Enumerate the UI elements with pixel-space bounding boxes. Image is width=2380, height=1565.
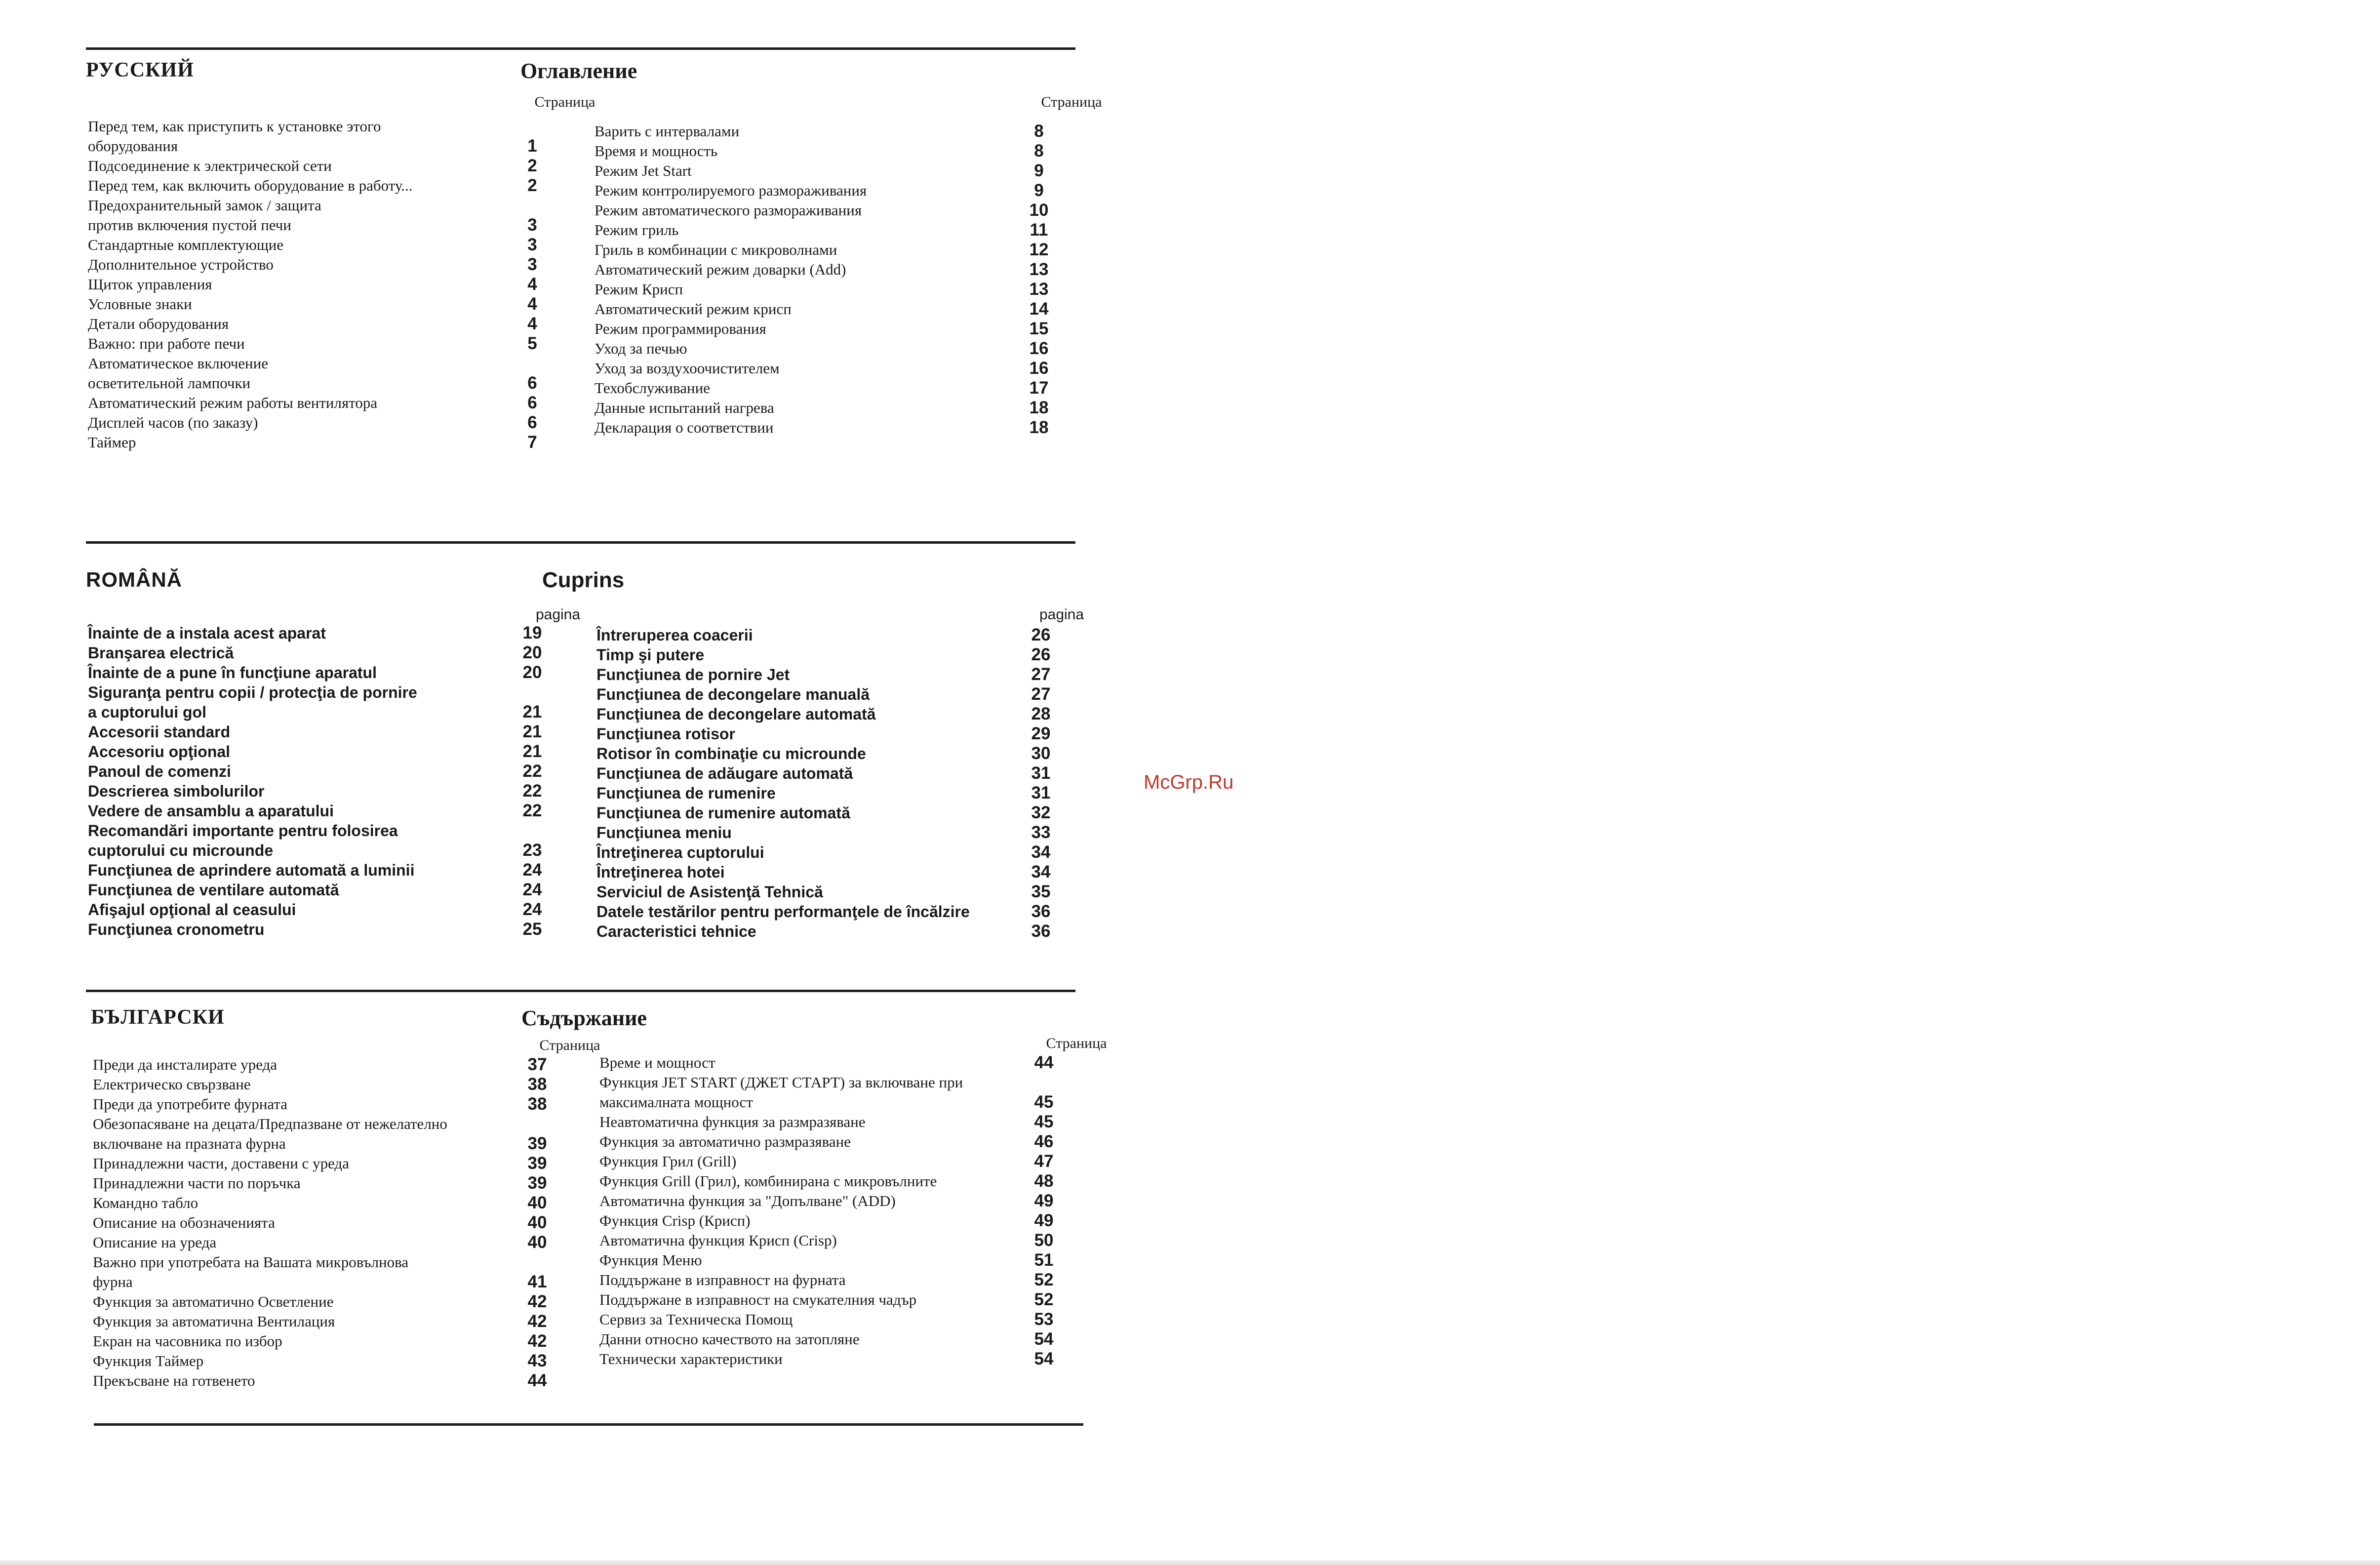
toc-entry-title: Технически характеристики [599,1350,783,1367]
toc-entry-title: Afişajul opţional al ceasului [88,901,296,919]
toc-entry-page: 21 [522,702,542,722]
toc-entry [599,1073,1093,1112]
toc-entry [599,1053,1093,1073]
toc-entry-title: Обезопасяване на децата/Предпазване от нежелателно включване на празната фурна [93,1115,447,1152]
toc-entry-page: 4 [527,294,537,314]
toc-entry-title: Поддържане в изправност на фурната [599,1271,846,1288]
toc-entry-page: 54 [1034,1349,1054,1368]
toc-entry-page: 1 [527,136,537,156]
watermark-text: McGrp.Ru [1144,771,1234,793]
toc-entry-title: Funcţiunea cronometru [88,921,265,938]
toc-entry-page: 2 [527,176,537,195]
toc-entry [596,882,1090,902]
toc-entry-page: 21 [522,722,542,741]
toc-entry [88,294,582,314]
toc-entry-title: Serviciul de Asistenţă Tehnică [596,883,823,901]
toc-entry-page: 20 [522,663,542,682]
toc-column-right [599,1053,1093,1369]
toc-entry-title: Функция Таймер [93,1352,204,1369]
page-column-header: Страница [539,1037,600,1053]
toc-entry-title: Сервиз за Техническа Помощ [599,1311,793,1328]
toc-entry [595,339,1088,359]
toc-entry [596,783,1090,803]
toc-entry-title: Accesorii standard [88,723,231,741]
toc-entry-title: Описание на уреда [93,1234,217,1251]
toc-entry-title: Режим Крисп [595,281,683,298]
toc-entry-page: 50 [1034,1231,1054,1250]
toc-entry-page: 53 [1034,1310,1054,1329]
toc-entry-page: 34 [1031,843,1051,862]
toc-entry-page: 23 [522,841,542,860]
toc-entry [596,763,1090,783]
toc-entry-title: Funcţiunea de pornire Jet [596,666,790,683]
toc-entry-title: Автоматический режим крисп [595,300,792,318]
toc-entry-page: 48 [1034,1171,1054,1191]
section-title: Съдържание [521,1006,647,1030]
toc-entry-page: 45 [1034,1092,1054,1112]
toc-entry [595,260,1088,280]
toc-entry-page: 3 [527,215,537,235]
toc-entry-page: 39 [527,1173,547,1193]
toc-entry [88,413,582,433]
toc-entry [93,1233,587,1252]
toc-entry-title: Funcţiunea de adăugare automată [596,764,853,782]
section-title: Оглавление [520,59,637,83]
toc-entry-title: Условные знаки [88,295,192,313]
toc-entry [88,821,582,860]
page-column-header: Страница [534,94,595,110]
toc-entry-title: Timp şi putere [596,646,705,664]
toc-entry-page: 47 [1034,1152,1054,1171]
toc-entry-page: 22 [522,762,542,781]
toc-entry-page: 22 [522,801,542,820]
toc-entry-title: Функция за автоматично Осветление [93,1293,334,1310]
toc-entry [599,1132,1093,1152]
toc-entry-title: Funcţiunea de decongelare manuală [596,685,870,703]
section-language: ROMÂNĂ [86,568,182,591]
section-bulgarian [91,1005,1107,1415]
toc-entry-page: 9 [1034,181,1044,200]
toc-entry-page: 3 [527,235,537,254]
toc-entry-page: 8 [1034,141,1044,161]
toc-entry [88,900,582,920]
toc-entry-title: Функция за автоматично размразяване [599,1133,851,1150]
toc-entry [88,643,582,663]
toc-entry-page: 16 [1029,339,1049,358]
toc-entry-page: 6 [527,373,537,393]
toc-entry-title: Техобслуживание [595,379,710,397]
toc-entry [88,433,582,452]
toc-entry-page: 16 [1029,359,1049,378]
toc-entry [88,781,582,801]
page-column-header: Страница [1046,1035,1107,1051]
toc-entry-title: Funcţiunea de rumenire automată [596,804,850,822]
toc-entry [595,418,1088,438]
toc-entry-page: 46 [1034,1132,1054,1151]
toc-entry [88,663,582,682]
toc-entry-page: 45 [1034,1112,1054,1131]
toc-entry-page: 36 [1031,922,1051,941]
toc-entry [595,201,1088,220]
toc-entry-title: Автоматична функция Крисп (Crisp) [599,1232,837,1249]
toc-entry [88,393,582,413]
toc-entry [88,235,582,255]
toc-entry-title: Преди да инсталирате уреда [93,1056,277,1073]
toc-entry-title: Функция Crisp (Крисп) [599,1212,751,1229]
toc-entry-page: 40 [527,1233,547,1252]
toc-entry [88,722,582,742]
toc-entry-page: 52 [1034,1290,1054,1309]
toc-entry-title: Функция JET START (ДЖЕТ СТАРТ) за включване при максималната мощност [599,1074,963,1111]
toc-entry-page: 31 [1031,763,1051,783]
toc-entry-title: Rotisor în combinaţie cu microunde [596,745,866,762]
toc-entry [599,1250,1093,1270]
toc-entry-page: 6 [527,413,537,432]
toc-entry [93,1351,587,1371]
toc-entry-page: 20 [522,643,542,662]
toc-entry-title: Описание на обозначенията [93,1214,275,1231]
toc-entry-page: 49 [1034,1211,1054,1230]
toc-entry-title: Декларация о соответствии [595,419,774,436]
toc-entry [88,275,582,294]
toc-entry-page: 40 [527,1213,547,1232]
toc-entry [88,255,582,275]
toc-entry [596,902,1090,922]
toc-entry [93,1213,587,1233]
divider-line [94,1423,1083,1426]
toc-entry-page: 28 [1031,704,1051,723]
toc-entry-page: 38 [527,1094,547,1114]
toc-entry-title: Перед тем, как приступить к установке этого оборудования [88,118,381,155]
toc-entry-title: Дисплей часов (по заказу) [88,414,258,431]
toc-entry-title: Panoul de comenzi [88,762,231,780]
toc-entry [595,141,1088,161]
toc-entry-page: 24 [522,860,542,880]
toc-entry [93,1193,587,1213]
toc-entry-page: 36 [1031,902,1051,921]
toc-entry [88,801,582,821]
toc-entry-page: 38 [527,1075,547,1094]
page-column-header: pagina [535,606,581,623]
toc-entry-page: 49 [1034,1191,1054,1210]
toc-entry [595,161,1088,181]
toc-entry [596,665,1090,684]
toc-entry [93,1331,587,1351]
toc-entry-page: 26 [1031,625,1051,644]
toc-entry [599,1211,1093,1231]
toc-entry-title: Funcţiunea de decongelare automată [596,705,876,723]
toc-entry-page: 30 [1031,744,1051,763]
section-title: Cuprins [542,568,625,592]
toc-entry [88,623,582,643]
toc-entry [88,354,582,393]
toc-entry [88,860,582,880]
toc-entry [93,1292,587,1312]
page-column-header: pagina [1039,606,1084,623]
toc-entry [88,196,582,235]
toc-entry-title: Поддържане в изправност на смукателния чадър [599,1291,917,1308]
toc-entry-title: Данные испытаний нагрева [595,399,774,416]
toc-entry [595,280,1088,299]
toc-entry-title: Перед тем, как включить оборудование в работу... [88,177,413,194]
toc-entry-title: Режим контролируемого размораживания [595,182,867,199]
toc-entry [595,359,1088,378]
toc-entry [595,378,1088,398]
toc-entry-page: 42 [527,1331,547,1351]
toc-entry-title: Режим автоматического размораживания [595,201,862,219]
toc-entry [599,1191,1093,1211]
toc-entry-page: 24 [522,880,542,899]
toc-entry-page: 42 [527,1292,547,1311]
toc-entry [599,1152,1093,1171]
toc-entry-title: Щиток управления [88,276,212,293]
toc-entry [596,843,1090,862]
divider-line [86,47,1075,50]
toc-entry [595,181,1088,201]
toc-entry [93,1114,587,1154]
toc-entry [596,803,1090,823]
toc-entry [93,1055,587,1075]
toc-entry [88,176,582,196]
toc-entry-title: Vedere de ansamblu a aparatului [88,802,334,820]
toc-entry-title: Автоматическое включение осветительной лампочки [88,355,268,392]
toc-entry-title: Важно при употребата на Вашата микровълнова фурна [93,1253,409,1290]
toc-entry-title: Екран на часовника по избор [93,1332,282,1350]
toc-entry-page: 52 [1034,1270,1054,1289]
toc-entry [93,1173,587,1193]
toc-column-right [596,625,1090,941]
toc-entry-page: 43 [527,1351,547,1370]
toc-entry-page: 51 [1034,1250,1054,1270]
toc-entry-page: 15 [1029,319,1049,338]
toc-entry-page: 14 [1029,299,1049,319]
toc-entry [596,862,1090,882]
toc-entry-title: Descrierea simbolurilor [88,782,265,800]
toc-entry-title: Recomandări importante pentru folosirea cuptorului cu microunde [88,822,398,859]
toc-entry [596,724,1090,744]
toc-entry [93,1154,587,1173]
toc-entry-title: Siguranţa pentru copii / protecţia de pornire a cuptorului gol [88,683,417,721]
toc-entry-page: 12 [1029,240,1049,259]
toc-entry-title: Уход за печью [595,340,687,357]
toc-entry [599,1290,1093,1310]
toc-entry-title: Важно: при работе печи [88,335,245,352]
toc-entry-page: 17 [1029,378,1049,398]
toc-entry-title: Стандартные комплектующие [88,236,284,253]
toc-entry-title: Функция Grill (Грил), комбинирана с микровълните [599,1172,937,1190]
toc-entry-page: 19 [522,623,542,642]
toc-entry-page: 13 [1029,280,1049,299]
toc-entry-title: Întreţinerea hotei [596,863,725,881]
toc-entry-page: 25 [522,920,542,939]
toc-entry-title: Întreruperea coacerii [596,626,753,644]
divider-line [86,990,1075,992]
toc-entry-page: 39 [527,1134,547,1153]
toc-entry [596,823,1090,843]
toc-entry-title: Întreţinerea cuptorului [596,843,764,861]
toc-entry-title: Режим Jet Start [595,162,692,179]
toc-entry-title: Caracteristici tehnice [596,923,756,940]
toc-entry-page: 21 [522,742,542,761]
toc-entry [595,220,1088,240]
toc-entry [88,762,582,781]
toc-entry [93,1371,587,1391]
toc-entry-title: Гриль в комбинации с микроволнами [595,241,837,258]
toc-entry [93,1252,587,1292]
toc-entry-page: 34 [1031,862,1051,882]
toc-entry-page: 42 [527,1312,547,1331]
toc-entry-title: Режим гриль [595,221,679,239]
toc-entry [596,684,1090,704]
toc-entry-title: Функция Меню [599,1251,702,1269]
section-language: БЪЛГАРСКИ [91,1006,225,1029]
toc-entry-page: 4 [527,275,537,294]
toc-entry-title: Автоматический режим доварки (Add) [595,261,846,278]
toc-entry-page: 44 [1034,1053,1054,1072]
toc-entry-title: Преди да употребите фурната [93,1095,287,1113]
toc-entry [595,299,1088,319]
toc-entry-page: 27 [1031,665,1051,684]
toc-entry-page: 32 [1031,803,1051,822]
toc-entry-title: Funcţiunea de aprindere automată a luminii [88,861,415,879]
toc-entry-title: Време и мощност [599,1054,715,1071]
toc-entry-title: Принадлежни части, доставени с уреда [93,1155,349,1172]
toc-entry-title: Уход за воздухоочистителем [595,360,780,377]
toc-entry-title: Branşarea electrică [88,644,234,662]
bottom-edge [0,1561,2380,1565]
toc-entry-page: 40 [527,1193,547,1212]
toc-entry-page: 22 [522,781,542,801]
toc-entry-page: 41 [527,1272,547,1291]
toc-entry [88,334,582,354]
toc-entry [596,645,1090,665]
toc-entry-page: 24 [522,900,542,919]
toc-entry-title: Accesoriu opţional [88,743,231,761]
toc-entry [599,1349,1093,1369]
toc-entry-title: Неавтоматична функция за размразяване [599,1113,866,1130]
toc-entry-page: 54 [1034,1329,1054,1349]
toc-entry-title: Функция Грил (Grill) [599,1153,737,1170]
toc-entry-page: 27 [1031,684,1051,704]
toc-entry-page: 4 [527,314,537,333]
toc-entry-page: 33 [1031,823,1051,842]
toc-entry [599,1310,1093,1329]
toc-entry [596,922,1090,941]
toc-entry-title: Режим программирования [595,320,766,337]
toc-entry-title: Înainte de a pune în funcţiune aparatul [88,664,377,682]
toc-entry [88,156,582,176]
toc-entry-title: Funcţiunea rotisor [596,725,735,743]
toc-entry [88,314,582,334]
toc-entry [599,1231,1093,1250]
toc-entry-title: Funcţiunea de rumenire [596,784,776,802]
toc-entry-page: 31 [1031,783,1051,803]
toc-entry [88,920,582,939]
toc-entry-page: 9 [1034,161,1044,180]
toc-entry-page: 37 [527,1055,547,1074]
toc-entry-page: 18 [1029,398,1049,417]
toc-entry [596,744,1090,763]
toc-entry [88,117,582,156]
toc-entry-title: Funcţiunea de ventilare automată [88,881,339,899]
toc-entry-title: Детали оборудования [88,315,229,332]
toc-entry-page: 35 [1031,882,1051,901]
toc-entry-title: Прекъсване на готвенето [93,1372,255,1389]
toc-entry-title: Înainte de a instala acest aparat [88,624,326,642]
section-language: РУССКИЙ [86,59,194,81]
toc-entry-page: 7 [527,433,537,452]
toc-entry-page: 8 [1034,121,1044,141]
toc-entry [595,398,1088,418]
toc-column-left [88,117,582,452]
toc-entry-page: 29 [1031,724,1051,743]
toc-entry-title: Командно табло [93,1194,198,1211]
toc-column-right [595,121,1088,438]
divider-line [86,541,1075,544]
toc-entry-title: Автоматический режим работы вентилятора [88,394,378,411]
toc-entry-page: 6 [527,393,537,412]
toc-entry-page: 10 [1029,201,1049,220]
toc-entry [599,1329,1093,1349]
toc-entry [88,682,582,722]
toc-entry [93,1075,587,1094]
toc-entry-page: 13 [1029,260,1049,279]
toc-column-left [88,623,582,939]
toc-entry-title: Предохранительный замок / защита против включения пустой печи [88,197,321,234]
toc-entry-title: Данни относно качеството на затопляне [599,1330,860,1348]
toc-entry-title: Дополнительное устройство [88,256,274,273]
toc-entry [93,1312,587,1331]
toc-entry-page: 2 [527,156,537,175]
toc-entry [599,1270,1093,1290]
toc-entry-page: 39 [527,1154,547,1173]
toc-entry [595,319,1088,339]
toc-entry [93,1094,587,1114]
toc-entry-title: Функция за автоматична Вентилация [93,1313,335,1330]
toc-entry-title: Варить с интервалами [595,122,740,140]
toc-entry [88,880,582,900]
toc-entry-title: Електрическо свързване [93,1076,251,1093]
toc-entry-page: 3 [527,255,537,274]
toc-entry [599,1112,1093,1132]
toc-entry-page: 26 [1031,645,1051,664]
toc-entry-title: Datele testărilor pentru performanţele de încălzire [596,903,970,921]
toc-entry-title: Время и мощность [595,142,718,160]
toc-entry-title: Таймер [88,434,136,451]
toc-entry-title: Принадлежни части по поръчка [93,1174,301,1192]
toc-entry [595,121,1088,141]
toc-entry-page: 18 [1029,418,1049,437]
toc-entry [596,625,1090,645]
toc-entry [599,1171,1093,1191]
toc-entry-title: Подсоединение к электрической сети [88,157,332,174]
toc-entry-title: Автоматична функция за "Допълване" (ADD) [599,1192,896,1209]
toc-column-left [93,1055,587,1391]
section-romanian [86,568,1084,973]
toc-entry [88,742,582,762]
toc-entry-page: 11 [1030,220,1048,240]
toc-entry [596,704,1090,724]
section-russian [86,58,1102,542]
toc-entry-page: 5 [527,334,537,353]
toc-entry [595,240,1088,260]
toc-entry-title: Funcţiunea meniu [596,824,732,842]
toc-entry-page: 44 [527,1371,547,1390]
page-column-header: Страница [1041,94,1102,110]
